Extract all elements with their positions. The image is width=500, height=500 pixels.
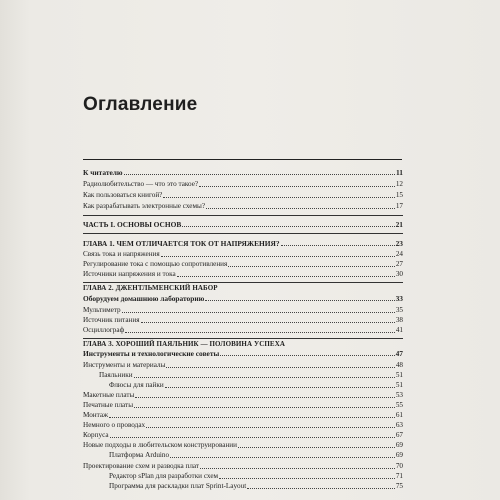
title-divider	[83, 159, 402, 160]
toc-entry-page: 55	[395, 401, 403, 409]
chapter-heading: ГЛАВА 2. ДЖЕНТЛЬМЕНСКИЙ НАБОР	[83, 284, 218, 292]
toc-entry[interactable]	[83, 347, 403, 358]
leader-dots	[170, 457, 395, 458]
toc-entry-page: 38	[395, 316, 403, 324]
leader-dots	[146, 427, 395, 428]
toc-entry-page: 21	[395, 220, 403, 229]
toc-entry-label: Паяльники	[99, 371, 133, 379]
leader-dots	[124, 174, 395, 175]
toc-entry-page: 69	[395, 441, 403, 449]
section-divider	[83, 282, 403, 283]
toc-entry-label: Флюсы для пайки	[109, 381, 164, 389]
leader-dots	[125, 332, 395, 333]
toc-entry-page: 23	[395, 239, 403, 248]
toc-entry-page: 12	[395, 180, 403, 188]
toc-entry[interactable]	[83, 178, 403, 189]
toc-entry[interactable]	[83, 200, 403, 211]
leader-dots	[182, 226, 394, 227]
toc-entry-page: 69	[395, 451, 403, 459]
section-divider	[83, 338, 403, 339]
leader-dots	[109, 417, 395, 418]
leader-dots	[205, 300, 394, 301]
leader-dots	[166, 367, 394, 368]
toc-entry-label: Программа для раскладки плат Sprint-Layout	[109, 482, 247, 490]
toc-entry-label: Немного о проводах	[83, 421, 146, 429]
toc-entry-label: Платформа Arduino	[109, 451, 170, 459]
toc-entry-page: 35	[395, 306, 403, 314]
toc-entry[interactable]	[83, 218, 403, 229]
toc-entry-label: К читателю	[83, 168, 123, 177]
toc-entry[interactable]	[83, 292, 403, 303]
toc-entry-label: ГЛАВА 1. ЧЕМ ОТЛИЧАЕТСЯ ТОК ОТ НАПРЯЖЕНИЯ?	[83, 239, 280, 248]
leader-dots	[135, 397, 395, 398]
toc-entry-page: 51	[395, 381, 403, 389]
toc-entry-label: Макетные платы	[83, 391, 135, 399]
toc-entry-page: 47	[395, 349, 403, 358]
toc-entry[interactable]	[83, 268, 403, 279]
section-divider	[83, 233, 403, 234]
toc-entry-label: Регулирование тока с помощью сопротивления	[83, 260, 228, 268]
leader-dots	[228, 266, 394, 267]
page-title: Оглавление	[83, 94, 198, 115]
toc-entry[interactable]	[83, 449, 403, 460]
leader-dots	[220, 355, 394, 356]
toc-entry-label: Новые подходы в любительском конструировании	[83, 441, 237, 449]
toc-entry-label: Радиолюбительство — что это такое?	[83, 180, 199, 188]
toc-entry-page: 48	[395, 361, 403, 369]
leader-dots	[247, 488, 395, 489]
toc-entry-page: 75	[395, 482, 403, 490]
toc-entry-label: Проектирование схем и разводка плат	[83, 462, 200, 470]
leader-dots	[165, 387, 395, 388]
leader-dots	[206, 208, 395, 209]
toc-entry-page: 41	[395, 326, 403, 334]
leader-dots	[199, 186, 395, 187]
toc-entry[interactable]	[83, 480, 403, 491]
toc-entry-label: Редактор sPlan для разработки схем	[109, 472, 219, 480]
leader-dots	[200, 468, 395, 469]
toc-entry[interactable]	[83, 324, 403, 335]
leader-dots	[161, 256, 395, 257]
toc-entry-page: 24	[395, 250, 403, 258]
toc-entry-label: Инструменты и материалы	[83, 361, 166, 369]
chapter-heading: ГЛАВА 3. ХОРОШИЙ ПАЯЛЬНИК — ПОЛОВИНА УСПЕХА	[83, 340, 285, 348]
toc-entry-label: Связь тока и напряжения	[83, 250, 160, 258]
toc-entry-page: 27	[395, 260, 403, 268]
toc-entry[interactable]	[83, 166, 403, 177]
toc-entry-page: 17	[395, 202, 403, 210]
toc-entry-label: Монтаж	[83, 411, 109, 419]
leader-dots	[141, 322, 395, 323]
toc-entry-label: Источники напряжения и тока	[83, 270, 176, 278]
toc-entry-label: Оборудуем домашнюю лабораторию	[83, 294, 205, 303]
toc-entry-page: 15	[395, 191, 403, 199]
toc-entry-page: 63	[395, 421, 403, 429]
toc-entry-page: 30	[395, 270, 403, 278]
leader-dots	[163, 197, 394, 198]
toc-entry-label: Источник питания	[83, 316, 140, 324]
toc-entry-page: 70	[395, 462, 403, 470]
section-divider	[83, 215, 403, 216]
leader-dots	[238, 447, 395, 448]
leader-dots	[134, 377, 395, 378]
toc-entry-label: Как пользоваться книгой?	[83, 191, 163, 199]
leader-dots	[110, 437, 395, 438]
toc-entry-label: Инструменты и технологические советы	[83, 349, 220, 358]
toc-entry[interactable]	[83, 189, 403, 200]
toc-entry-page: 53	[395, 391, 403, 399]
toc-entry-label: Корпуса	[83, 431, 109, 439]
toc-entry[interactable]	[83, 237, 403, 248]
leader-dots	[219, 478, 395, 479]
toc-entry-label: ЧАСТЬ I. ОСНОВЫ ОСНОВ	[83, 220, 182, 229]
leader-dots	[122, 312, 395, 313]
toc-entry-page: 71	[395, 472, 403, 480]
leader-dots	[177, 276, 395, 277]
toc-entry-page: 67	[395, 431, 403, 439]
toc-entry-label: Осциллограф	[83, 326, 125, 334]
toc-entry-page: 51	[395, 371, 403, 379]
toc-entry-label: Как разрабатывать электронные схемы?	[83, 202, 206, 210]
leader-dots	[134, 407, 395, 408]
toc-entry-label: Мультиметр	[83, 306, 121, 314]
toc-entry-label: Печатные платы	[83, 401, 134, 409]
toc-entry-page: 33	[395, 294, 403, 303]
toc-entry-page: 61	[395, 411, 403, 419]
toc-entry-page: 11	[396, 168, 403, 177]
leader-dots	[281, 245, 395, 246]
